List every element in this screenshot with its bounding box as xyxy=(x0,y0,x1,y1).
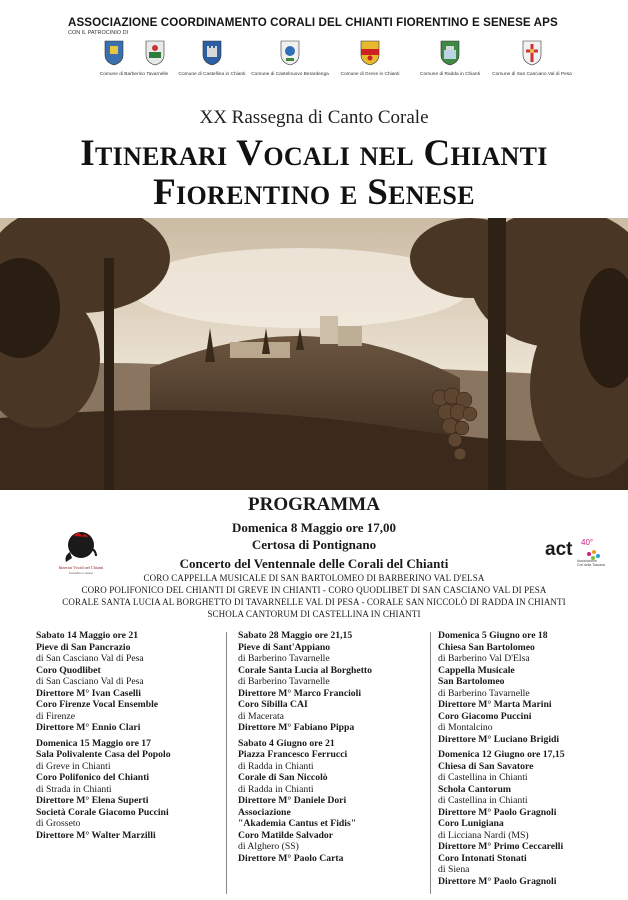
event-line: di Alghero (SS) xyxy=(238,841,299,852)
event-line-bold: Pieve di Sant'Appiano xyxy=(238,641,331,653)
program-event xyxy=(36,630,171,734)
event-line-bold: Schola Cantorum xyxy=(438,783,511,795)
tavarnelle-crest-icon xyxy=(145,40,165,66)
san-casciano-crest-icon xyxy=(522,40,542,66)
event-line-bold: San Bartolomeo xyxy=(438,676,505,687)
column-divider xyxy=(430,632,431,894)
act-sub1: Associazione xyxy=(577,559,597,563)
event-line-bold: Domenica 15 Maggio ore 17 xyxy=(36,737,151,749)
association-title: ASSOCIAZIONE COORDINAMENTO CORALI DEL CHIANTI FIORENTINO E SENESE APS xyxy=(68,16,558,29)
program-column-1 xyxy=(36,630,171,845)
act-logo-icon xyxy=(543,534,607,568)
event-line-bold: Direttore M° Fabiano Pippa xyxy=(238,722,355,733)
act-sub2: Cori della Toscana xyxy=(577,563,605,567)
event-line: di Siena xyxy=(438,864,470,875)
act-badge: 40° xyxy=(581,538,594,547)
event-line: di Greve in Chianti xyxy=(36,760,111,772)
event-line-bold: Direttore M° Luciano Brigidi xyxy=(438,733,560,745)
event-line-bold: Direttore M° Daniele Dori xyxy=(238,795,347,806)
program-column-2 xyxy=(238,630,372,868)
comune-name: Comune di Radda in Chianti xyxy=(420,72,480,77)
event-line: di Strada in Chianti xyxy=(36,783,112,795)
vineyard-photo xyxy=(0,218,628,490)
event-line: di Barberino Tavarnelle xyxy=(238,653,330,664)
concert-place: Certosa di Pontignano xyxy=(251,537,377,552)
program-event xyxy=(438,749,565,887)
event-line: di Macerata xyxy=(238,710,284,722)
event-line-bold: Chiesa di San Savatore xyxy=(438,760,534,772)
event-line-bold: Sabato 28 Maggio ore 21,15 xyxy=(238,630,353,641)
cori-line: CORO POLIFONICO DEL CHIANTI DI GREVE IN CHIANTI - CORO QUODLIBET DI SAN CASCIANO VAL DI PESA xyxy=(81,585,547,595)
event-line-bold: Coro Giacomo Puccini xyxy=(438,710,532,722)
event-line-bold: Chiesa San Bartolomeo xyxy=(438,641,535,653)
event-line-bold: Coro Quodlibet xyxy=(36,664,101,676)
castellina-crest-icon xyxy=(202,40,222,66)
comune-castelnuovo xyxy=(250,40,330,78)
rassegna-subtitle: XX Rassegna di Canto Corale xyxy=(199,107,429,128)
program-event xyxy=(238,738,372,865)
patronage-label: CON IL PATROCINIO DI xyxy=(68,30,129,36)
event-line: di Montalcino xyxy=(438,722,493,733)
event-line-bold: Corale di San Niccolò xyxy=(238,772,328,783)
event-line-bold: Domenica 12 Giugno ore 17,15 xyxy=(438,749,565,760)
event-line: di Radda in Chianti xyxy=(238,783,314,795)
event-line-bold: Sala Polivalente Casa del Popolo xyxy=(36,749,171,760)
comune-name: Comune di Castelnuovo Berardenga xyxy=(251,72,329,77)
event-line-bold: Sabato 14 Maggio ore 21 xyxy=(36,630,139,641)
event-line: di Barberino Val D'Elsa xyxy=(438,653,530,664)
program-event xyxy=(438,630,565,745)
event-line: di San Casciano Val di Pesa xyxy=(36,676,144,687)
event-line-bold: "Akademia Cantus et Fidis" xyxy=(238,818,357,829)
column-divider xyxy=(226,632,227,894)
comune-name: Comune di Greve in Chianti xyxy=(340,72,400,77)
event-line-bold: Coro Intonati Stonati xyxy=(438,852,527,864)
concert-title: Concerto del Ventennale delle Corali del Chianti xyxy=(179,556,449,571)
comune-name: Comune di Barberino Tavarnelle xyxy=(99,72,169,77)
event-line-bold: Direttore M° Paolo Gragnoli xyxy=(438,875,557,887)
event-line: di Grosseto xyxy=(36,818,81,829)
event-line-bold: Pieve di San Pancrazio xyxy=(36,641,131,653)
concert-date: Domenica 8 Maggio ore 17,00 xyxy=(231,520,397,535)
event-line-bold: Direttore M° Ivan Caselli xyxy=(36,687,141,699)
rooster-icon xyxy=(46,528,116,578)
event-line: di Castellina in Chianti xyxy=(438,772,528,783)
comune-castellina xyxy=(172,40,252,78)
event-line-bold: Direttore M° Walter Marzilli xyxy=(36,829,156,841)
itinerari-logo xyxy=(46,528,116,578)
event-line-bold: Direttore M° Ennio Clari xyxy=(36,722,141,733)
event-line: di Radda in Chianti xyxy=(238,760,314,772)
event-line-bold: Associazione xyxy=(238,806,291,818)
event-line: di Castellina in Chianti xyxy=(438,795,528,806)
event-line-bold: Società Corale Giacomo Puccini xyxy=(36,806,169,818)
event-line-bold: Direttore M° Marta Marini xyxy=(438,699,552,710)
event-line-bold: Direttore M° Elena Superti xyxy=(36,795,149,806)
comuni-crests xyxy=(94,40,574,100)
greve-crest-icon xyxy=(360,40,380,66)
event-line-bold: Corale Santa Lucia al Borghetto xyxy=(238,664,373,676)
event-line-bold: Coro Lunigiana xyxy=(438,818,504,829)
cori-line: SCHOLA CANTORUM DI CASTELLINA IN CHIANTI xyxy=(207,609,421,619)
event-line: di Firenze xyxy=(36,710,76,722)
event-line-bold: Coro Firenze Vocal Ensemble xyxy=(36,699,159,710)
act-brand: act xyxy=(545,539,573,560)
cori-line: CORALE SANTA LUCIA AL BORGHETTO DI TAVARNELLE VAL DI PESA - CORALE SAN NICCOLÒ DI RADDA IN CHIANTI xyxy=(62,597,566,607)
event-line-bold: Direttore M° Paolo Carta xyxy=(238,852,344,864)
event-line-bold: Coro Matilde Salvador xyxy=(238,829,334,841)
comune-greve xyxy=(330,40,410,78)
event-line: di San Casciano Val di Pesa xyxy=(36,653,144,664)
castelnuovo-crest-icon xyxy=(280,40,300,66)
comune-name: Comune di Castellina in Chianti xyxy=(178,72,246,77)
comune-name: Comune di San Casciano Val di Pesa xyxy=(492,72,572,77)
event-line-bold: Coro Polifonico del Chianti xyxy=(36,772,150,783)
event-line-bold: Coro Sibilla CAI xyxy=(238,699,308,710)
event-line: di Licciana Nardi (MS) xyxy=(438,829,529,841)
event-line: di Barberino Tavarnelle xyxy=(238,676,330,687)
main-title-line2: Fiorentino e Senese xyxy=(153,172,475,213)
program-event xyxy=(238,630,372,734)
barberino-crest-icon xyxy=(104,40,124,66)
event-line-bold: Piazza Francesco Ferrucci xyxy=(238,749,348,760)
program-column-3 xyxy=(438,630,565,891)
event-line-bold: Sabato 4 Giugno ore 21 xyxy=(238,737,335,749)
event-line-bold: Direttore M° Marco Francioli xyxy=(238,687,362,699)
event-line: di Barberino Tavarnelle xyxy=(438,687,530,699)
logo-subtext: fiorentino e senese xyxy=(69,571,93,575)
event-line-bold: Direttore M° Primo Ceccarelli xyxy=(438,841,564,852)
main-title-line1: Itinerari Vocali nel Chianti xyxy=(80,133,548,174)
programma-heading: PROGRAMMA xyxy=(248,494,380,515)
comune-radda xyxy=(410,40,490,78)
act-logo xyxy=(543,534,607,568)
event-line-bold: Direttore M° Paolo Gragnoli xyxy=(438,806,557,818)
cori-line: CORO CAPPELLA MUSICALE DI SAN BARTOLOMEO DI BARBERINO VAL D'ELSA xyxy=(143,573,485,583)
event-line-bold: Domenica 5 Giugno ore 18 xyxy=(438,630,548,641)
logo-text: Itinerari Vocali nel Chianti xyxy=(58,565,104,570)
comune-barberino xyxy=(94,40,174,78)
radda-crest-icon xyxy=(440,40,460,66)
event-line-bold: Cappella Musicale xyxy=(438,664,515,676)
program-event xyxy=(36,738,171,842)
comune-san-casciano xyxy=(492,40,572,78)
